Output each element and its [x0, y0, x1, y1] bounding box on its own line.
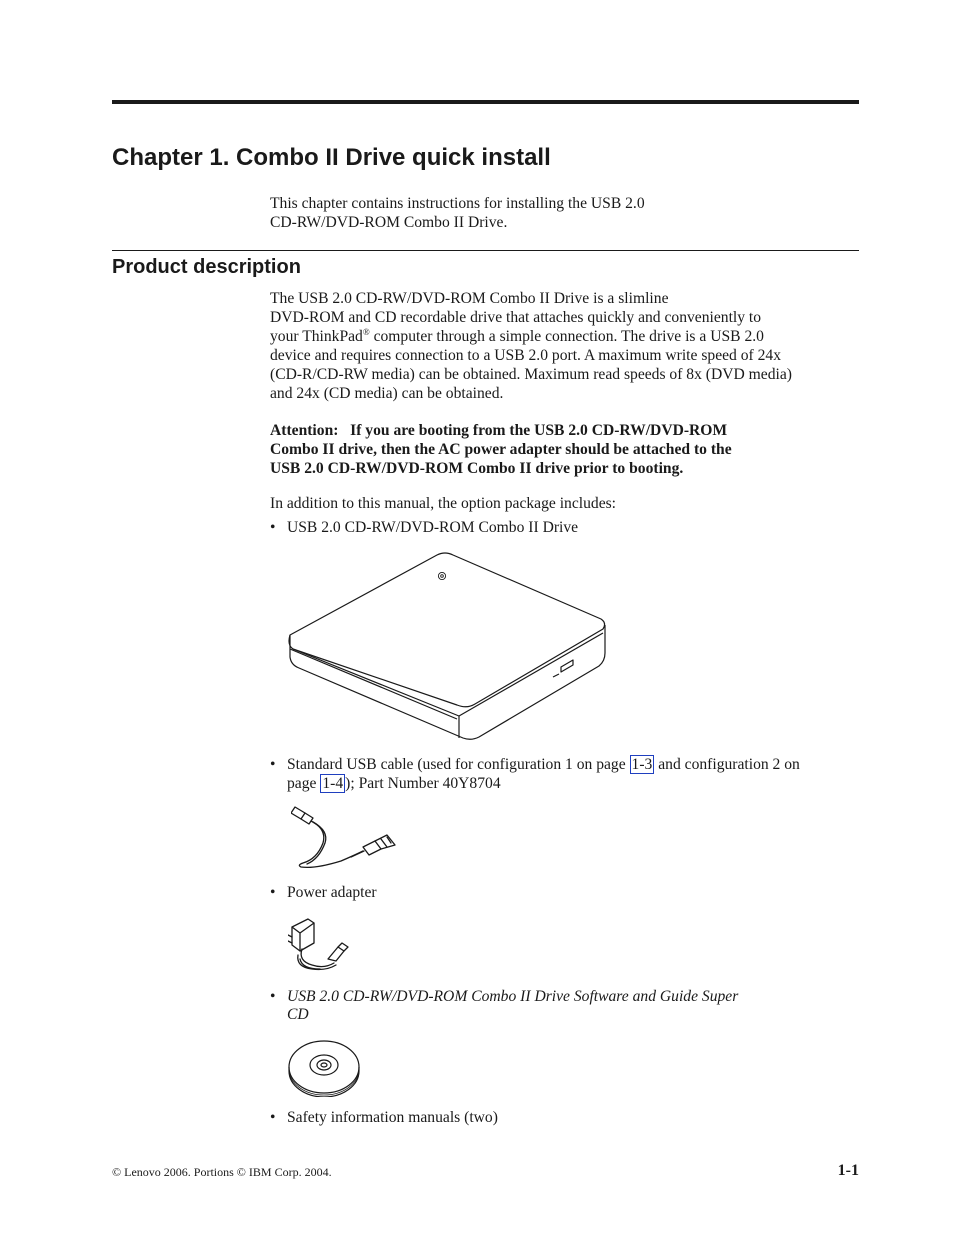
page-link-1-3[interactable]: 1-3 [631, 756, 653, 773]
attention-label: Attention: [270, 422, 339, 439]
intro-line-1: This chapter contains instructions for installing the USB 2.0 [270, 195, 645, 212]
section-title: Product description [112, 256, 301, 278]
cable-text: and configuration 2 on [654, 756, 800, 773]
top-rule [112, 100, 859, 104]
attention-line: USB 2.0 CD-RW/DVD-ROM Combo II drive prior to booting. [270, 460, 684, 477]
attention-line: Combo II drive, then the AC power adapter should be attached to the [270, 441, 732, 458]
bullet: • [270, 519, 276, 536]
package-intro: In addition to this manual, the option package includes: [270, 495, 617, 512]
item-manuals-label: Safety information manuals (two) [287, 1109, 498, 1126]
para-line: The USB 2.0 CD-RW/DVD-ROM Combo II Drive is a slimline [270, 290, 669, 307]
bullet: • [270, 884, 276, 901]
cable-text: ); Part Number 40Y8704 [345, 775, 501, 792]
usb-cable-icon [291, 803, 397, 869]
power-adapter-icon [288, 915, 350, 973]
cd-illustration [287, 1035, 363, 1097]
para-text: computer through a simple connection. The drive is a USB 2.0 [369, 328, 764, 345]
attention-text: If you are booting from the USB 2.0 CD-RW/DVD-ROM [350, 422, 728, 439]
para-line: and 24x (CD media) can be obtained. [270, 385, 504, 402]
chapter-title: Chapter 1. Combo II Drive quick install [112, 144, 551, 171]
bullet: • [270, 988, 276, 1005]
cable-text: page [287, 775, 321, 792]
chapter-intro [270, 194, 860, 232]
para-line: (CD-R/CD-RW media) can be obtained. Maximum read speeds of 8x (DVD media) [270, 366, 792, 383]
item-cable-line-1 [287, 755, 800, 774]
item-adapter-label: Power adapter [287, 884, 377, 901]
product-description-paragraph [270, 289, 860, 403]
item-cd-line-1: USB 2.0 CD-RW/DVD-ROM Combo II Drive Software and Guide Super [287, 988, 739, 1005]
attention-notice [270, 421, 860, 478]
combo-drive-icon [287, 549, 609, 745]
para-line [270, 327, 860, 346]
bullet: • [270, 1109, 276, 1126]
cable-text: Standard USB cable (used for configuration 1 on page [287, 756, 630, 773]
para-line: device and requires connection to a USB 2.0 port. A maximum write speed of 24x [270, 347, 782, 364]
registered-mark: ® [362, 327, 370, 337]
para-text: your ThinkPad [270, 328, 363, 345]
footer-copyright: © Lenovo 2006. Portions © IBM Corp. 2004. [112, 1165, 332, 1179]
intro-line-2: CD-RW/DVD-ROM Combo II Drive. [270, 214, 508, 231]
cd-icon [287, 1035, 363, 1097]
page-link-1-4[interactable]: 1-4 [322, 775, 344, 792]
usb-cable-illustration [291, 803, 397, 869]
para-line: DVD-ROM and CD recordable drive that attaches quickly and conveniently to [270, 309, 762, 326]
bullet: • [270, 756, 276, 773]
attention-line [270, 421, 860, 440]
item-cd-line-2: CD [287, 1006, 309, 1023]
combo-drive-illustration [287, 549, 609, 745]
item-drive-label: USB 2.0 CD-RW/DVD-ROM Combo II Drive [287, 519, 579, 536]
item-cable-line-2 [287, 774, 501, 793]
power-adapter-illustration [288, 915, 350, 973]
page-number: 1-1 [837, 1162, 859, 1179]
section-rule [112, 250, 859, 251]
